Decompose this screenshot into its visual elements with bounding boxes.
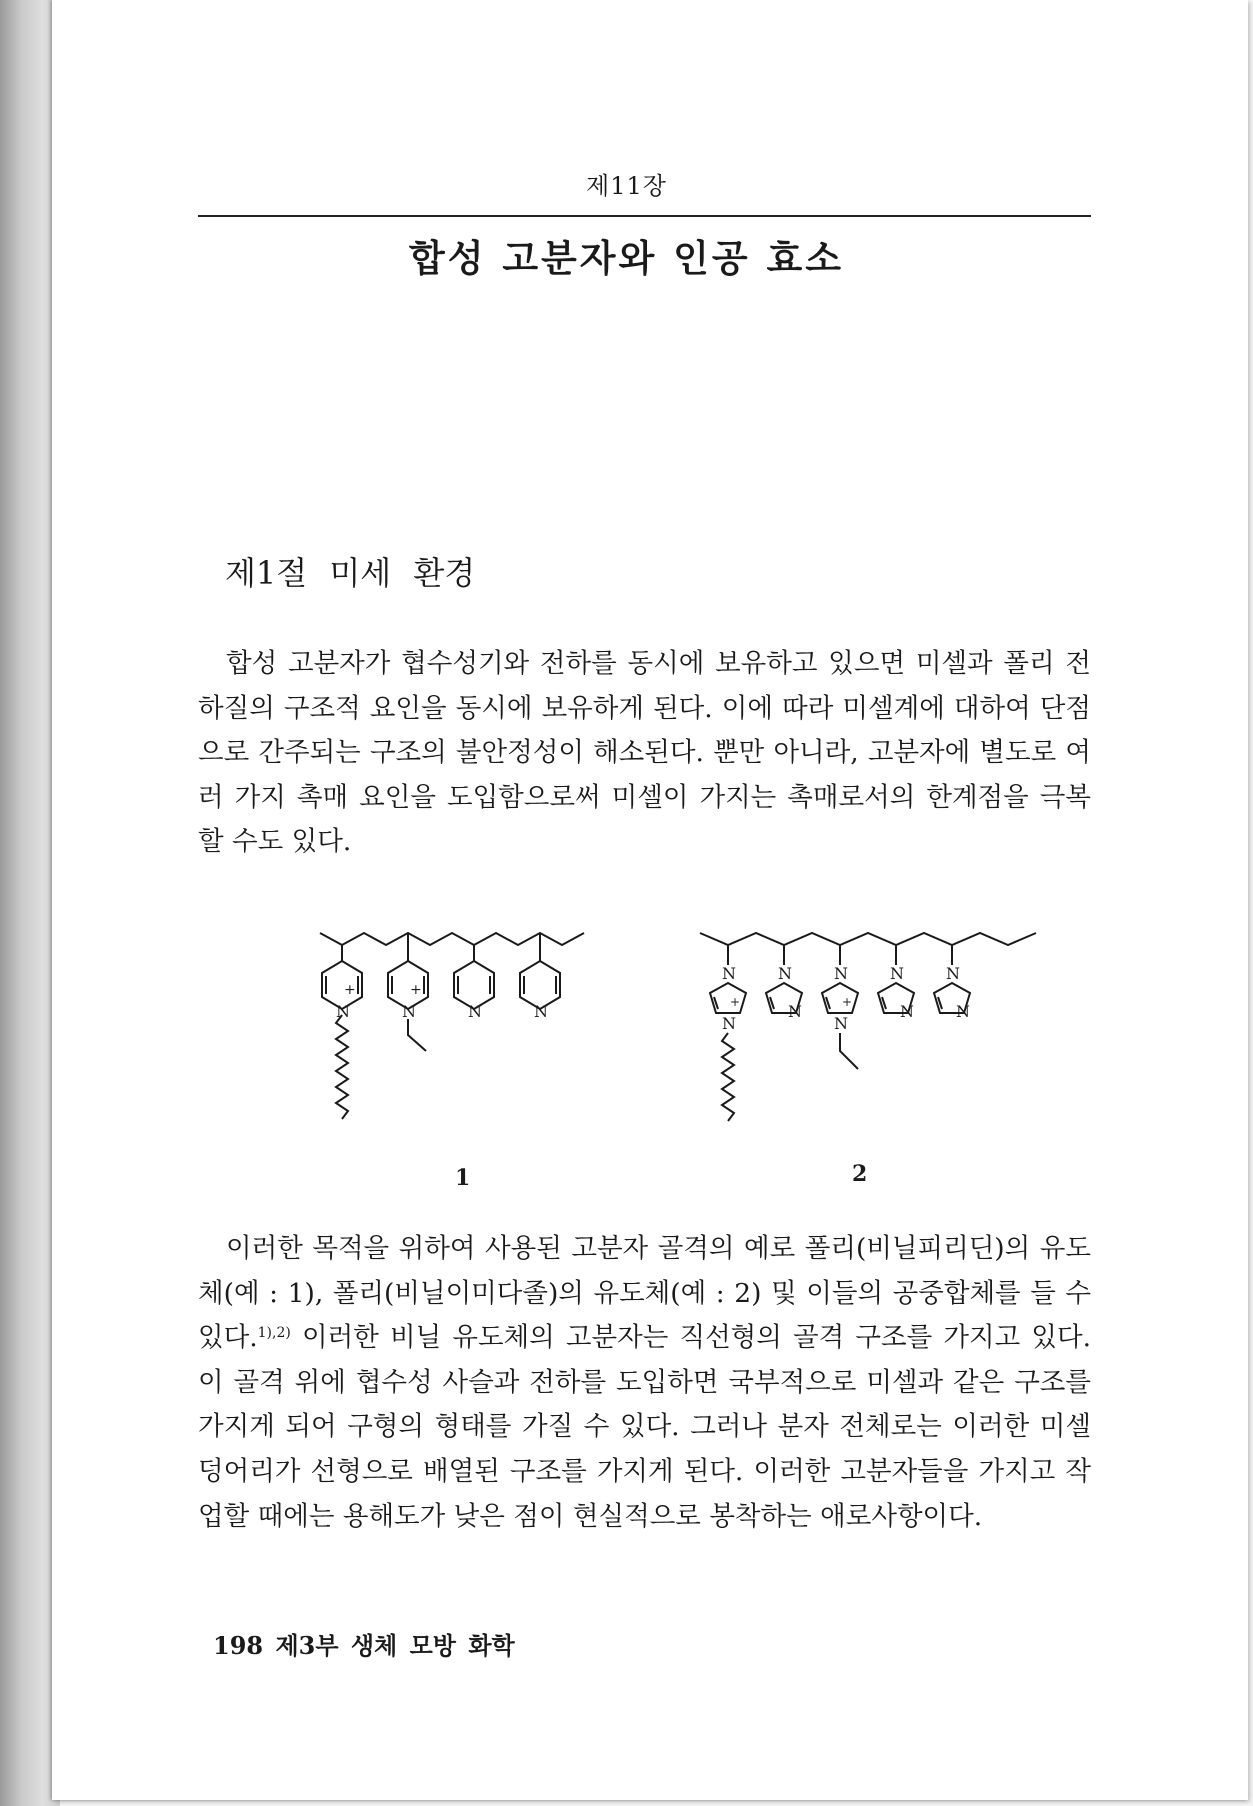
reference-superscript: 1),2) [257,1325,291,1342]
atom-n: N [900,1002,914,1021]
atom-n: N [722,964,736,983]
imidazole-ring-4 [878,945,914,1021]
polymer-structures-figure [300,905,1040,1190]
charge-plus: + [344,982,356,998]
atom-n: N [788,1002,802,1021]
pyridine-ring-3 [454,945,494,1021]
chapter-label: 제11장 [586,172,667,200]
paragraph-intro: 합성 고분자가 협수성기와 전하를 동시에 보유하고 있으면 미셀과 폴리 전하질의 구조적 요인을 동시에 보유하게 된다. 이에 따라 미셀계에 대하여 단점으로 간주되는 구조의 불안정성이 해소된다. 뿐만 아니라, 고분자에 별도로 여러 가지 촉매 요인을 도입함으로써 미셀이 가지는 촉매로서의 한계점을 극복할 수도 있다. [198,648,1091,858]
chapter-title: 합성 고분자와 인공 효소 [408,236,845,280]
backbone-2 [700,933,1036,945]
imidazole-ring-5 [934,945,970,1021]
pyridine-ring-2 [388,933,428,1051]
atom-n: N [834,1014,848,1033]
pyridine-ring-4 [520,933,560,1021]
atom-n: N [834,964,848,983]
structure-label-1: 1 [455,1165,471,1190]
backbone-1 [320,933,584,945]
paragraph-polymers-part2: 이러한 비닐 유도체의 고분자는 직선형의 골격 구조를 가지고 있다. 이 골격 위에 협수성 사슬과 전하를 도입하면 국부적으로 미셀과 같은 구조를 가지게 되어 구형의 형태를 가질 수 있다. 그러나 분자 전체로는 이러한 미셀 덩어리가 선형으로 배열된 구조를 가지게 된다. 이러한 고분자들을 가지고 작업할 때에는 용해도가 낮은 점이 현실적으로 봉착하는 애로사항이다. [198,1322,1091,1532]
atom-n: N [336,1002,350,1021]
charge-plus: + [730,995,741,1009]
imidazole-ring-1 [710,945,746,1121]
imidazole-ring-3 [822,945,858,1069]
atom-n: N [534,1002,548,1021]
charge-plus: + [842,995,853,1009]
section-heading: 제1절 미세 환경 [225,554,476,592]
atom-n: N [946,964,960,983]
atom-n: N [468,1002,482,1021]
atom-n: N [890,964,904,983]
atom-n: N [956,1002,970,1021]
charge-plus: + [410,982,422,998]
imidazole-ring-2 [766,945,802,1021]
atom-n: N [722,1014,736,1033]
structure-label-2: 2 [852,1161,868,1187]
header-rule [198,215,1091,217]
page-footer: 198 제3부 생체 모방 화학 [213,1631,515,1660]
paragraph-polymers [198,1227,1091,1539]
paragraph-polymers-part1: 이러한 목적을 위하여 사용된 고분자 골격의 예로 폴리(비닐피리딘)의 유도체(예 : 1), 폴리(비닐이미다졸)의 유도체(예 : 2) 및 이들의 공중합체를 들 수 있다. [198,1233,1091,1354]
atom-n: N [778,964,792,983]
pyridine-ring-1 [322,945,362,1119]
atom-n: N [402,1002,416,1021]
